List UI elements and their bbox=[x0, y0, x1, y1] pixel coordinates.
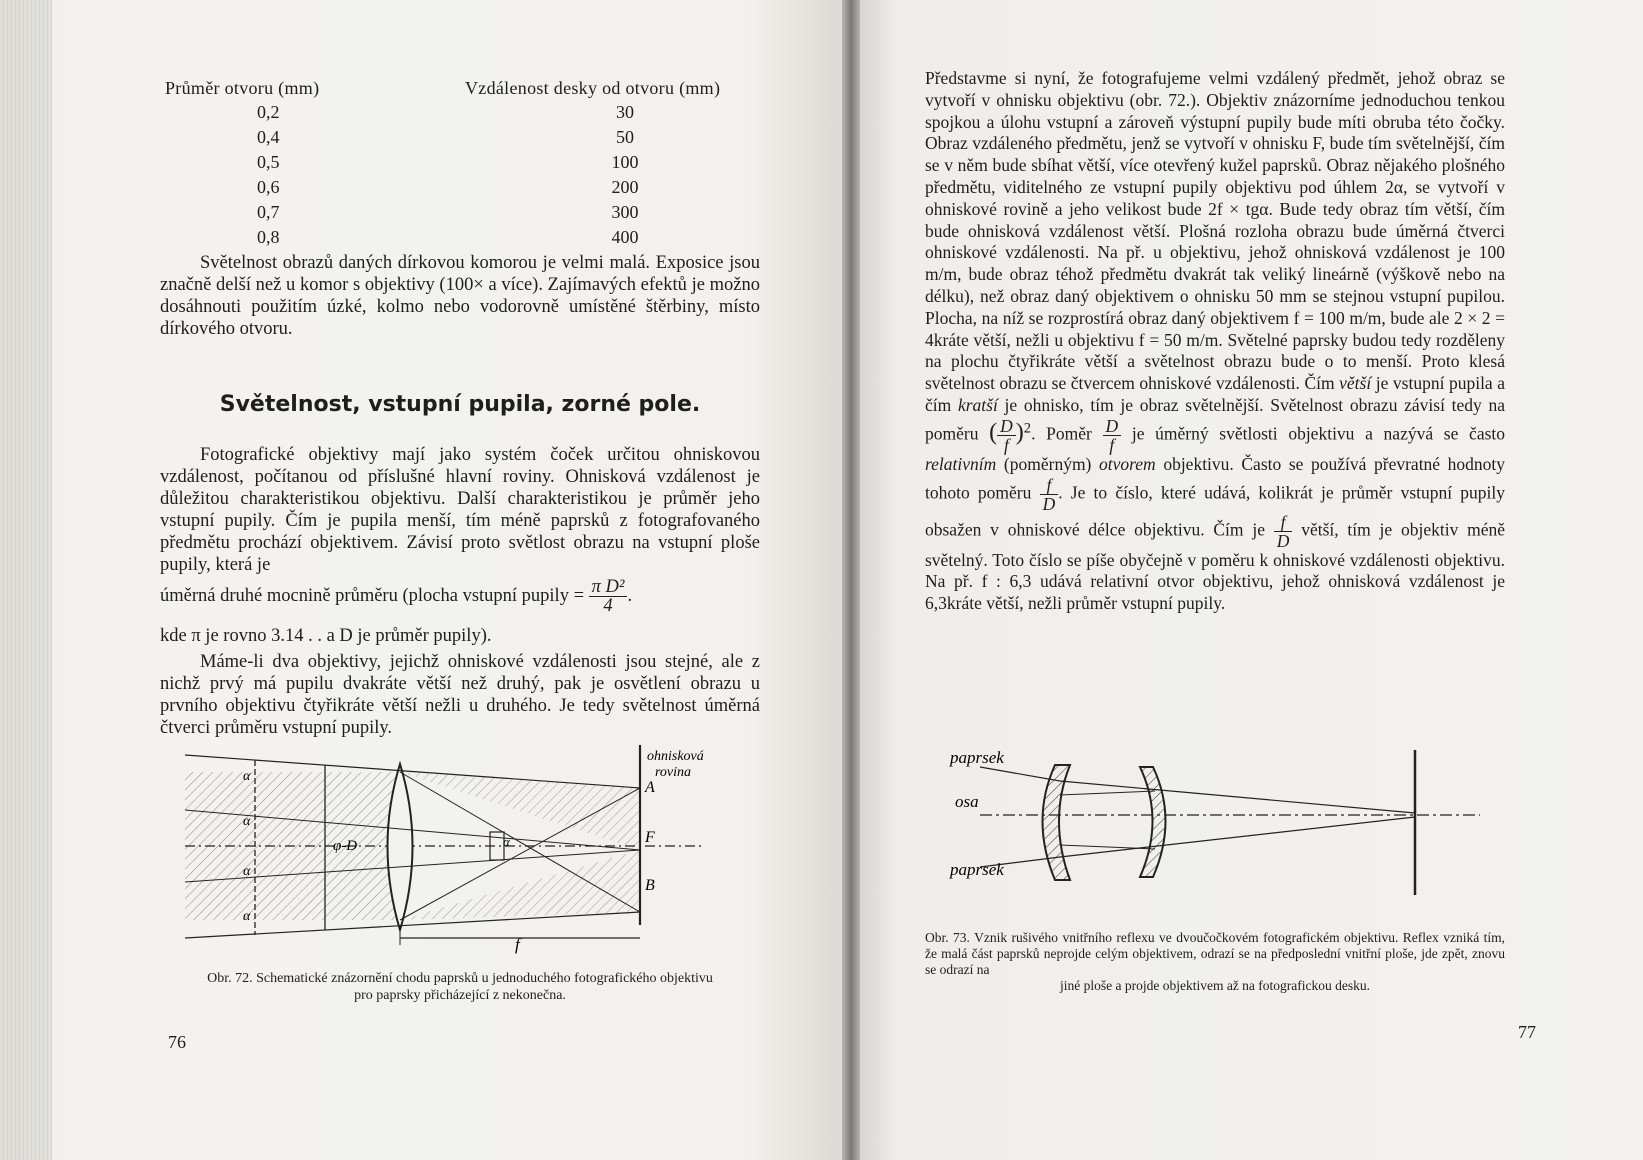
ratio-f-over-d bbox=[1274, 513, 1293, 550]
area-equation bbox=[160, 578, 760, 615]
paragraph-text: (poměrným) bbox=[1003, 453, 1092, 474]
page-number-right: 77 bbox=[1518, 1022, 1536, 1042]
table-row bbox=[165, 102, 765, 127]
fraction-numerator: D bbox=[997, 417, 1016, 436]
alpha-label: α bbox=[243, 864, 251, 879]
axis-label: osa bbox=[955, 792, 979, 811]
table-cell-diameter: 0,6 bbox=[257, 177, 280, 197]
equation-text: úměrná druhé mocnině průměru (plocha vstupní pupily = bbox=[160, 585, 585, 606]
fraction-numerator: f bbox=[1040, 476, 1059, 495]
paragraph-text: objektivu. Často se používá převratné hodnoty tohoto poměru bbox=[925, 453, 1506, 503]
emphasis-larger: větší bbox=[1339, 373, 1372, 394]
paragraph-text: je vstupní pupila a čím bbox=[925, 373, 1505, 415]
equation-fraction bbox=[589, 578, 628, 615]
ray-label-top: paprsek bbox=[950, 748, 1004, 767]
paragraph-text: je ohnisko, tím je obraz světelnější. Světelnost obrazu závisí tedy na poměru bbox=[925, 394, 1506, 444]
figure-72-caption: Obr. 72. Schematické znázornění chodu paprsků u jednoduchého fotografického objektivu pro paprsky přicházející z nekonečna. bbox=[207, 971, 713, 1003]
table-cell-distance: 200 bbox=[611, 177, 639, 197]
paragraph-luminosity: Představme si nyní, že fotografujeme velmi vzdálený předmět, jehož obraz se vytvoří v ohnisku objektivu (obr. 72.). Objektiv znázorníme jednoduchou tenkou spojkou a úlohu vstupní a zároveň výstupní pupily bude míti obruba této čočky. Obraz vzdáleného předmětu, jenž se vytvoří v ohnisku F, bude tím světelnější, čím se v něm bude sbíhat větší, více otevřený kužel paprsků. Obraz nějakého plošného předmětu, viditelného ze vstupní pupily objektivu pod úhlem 2α, se vytvoří v ohniskové rovině a jeho velikost bude 2f × tgα. Bude tedy obraz tím větší, čím bude ohnisková vzdálenost větší. Plošná rozloha obrazu bude úměrná čtverci ohniskové vzdálenosti. Na př. u objektivu, jehož ohnisková vzdálenost je 100 m/m, bude obraz téhož předmětu dvakrát tak veliký lineárně (výškově nebo na délku), než obraz daný objektivem o ohnisku 50 mm se stejnou vstupní pupilou. Plocha, na níž se rozprostírá obraz daný objektivem f = 100 m/m, bude ale 2 × 2 = 4kráte větší, nežli u objektivu f = 50 m/m. Světelné paprsky budou tedy rozděleny na plochu čtyřikráte větší a světelnost obrazu bude o to menší. Proto klesá světelnost obrazu se čtvercem ohniskové vzdálenosti. Čím větší je vstupní pupila a čím kratší je ohnisko, tím je obraz světelnější. Světelnost obrazu závisí tedy na poměru ( $\frac{D}{f}$ )$^2$. Poměr $\frac{D}{f}$ je úměrný světlosti objektivu a nazývá se často relativním (poměrným) otvorem objektivu. Často se používá převratné hodnoty tohoto poměru $\frac{f}{D}$ . Je to číslo, které udává, kolikrát je průměr vstupní pupily obsažen v ohniskové délce objektivu. Čím je $\frac{f}{D}$ větší, tím je objektiv méně světelný. Toto číslo se píše obyčejně v poměru k ohniskové vzdálenosti objektivu. Na př. f : 6,3 udává relativní otvor objektivu, jehož ohnisková vzdálenost je 6,3kráte větší, nežli průměr vstupní pupily. bbox=[925, 68, 1506, 614]
fraction-denominator: f bbox=[1004, 434, 1009, 455]
paragraph-text: Máme-li dva objektivy, jejichž ohniskové vzdálenosti jsou stejné, ale z nichž prvý má pupilu dvakráte větší než druhý, pak je osvětlení obrazu u prvního objektivu čtyřikráte větší nežli u druhého. Je tedy světelnost úměrná čtverci průměru vstupní pupily. bbox=[160, 652, 760, 738]
paragraph-comparison bbox=[160, 625, 760, 739]
table-row bbox=[165, 227, 765, 252]
table-header-distance: Vzdálenost desky od otvoru (mm) bbox=[465, 78, 721, 98]
paragraph-text: kde π je rovno 3.14 . . a D je průměr pupily). bbox=[160, 626, 492, 646]
ratio-d-over-f bbox=[1103, 417, 1122, 454]
paragraph-text: Představme si nyní, že fotografujeme velmi vzdálený předmět, jehož obraz se vytvoří v ohnisku objektivu (obr. 72.). Objektiv znázorníme jednoduchou tenkou spojkou a úlohu vstupní a zároveň výstupní pupily bude míti obruba této čočky. Obraz vzdáleného předmětu, jenž se vytvoří v ohnisku F, bude tím světelnější, čím se v něm bude sbíhat větší, více otevřený kužel paprsků. Obraz nějakého plošného předmětu, viditelného ze vstupní pupily objektivu pod úhlem 2α, se vytvoří v ohniskové rovině a jeho velikost bude 2f × tgα. Bude tedy obraz tím větší, čím bude ohnisková vzdálenost větší. Plošná rozloha obrazu bude úměrná čtverci ohniskové vzdálenosti. Na př. u objektivu, jehož ohnisková vzdálenost je 100 m/m, bude obraz téhož předmětu dvakrát tak veliký lineárně (výškově nebo na délku), než obraz daný objektivem o ohnisku 50 mm se stejnou vstupní pupilou. Plocha, na níž se rozprostírá obraz daný objektivem f = 100 m/m, bude ale 2 × 2 = 4kráte větší, nežli u objektivu f = 50 m/m. Světelné paprsky budou tedy rozděleny na plochu čtyřikráte větší a světelnost obrazu bude o to menší. Proto klesá světelnost obrazu se čtvercem ohniskové vzdálenosti. Čím bbox=[925, 68, 1505, 394]
paragraph-pinhole bbox=[160, 252, 760, 340]
ray-label-bottom: paprsek bbox=[950, 860, 1004, 879]
paragraph-text: je úměrný světlosti objektivu a nazývá se často bbox=[1131, 423, 1506, 444]
table-cell-distance: 300 bbox=[611, 202, 639, 222]
table-cell-distance: 30 bbox=[616, 102, 634, 122]
point-f-label: F bbox=[645, 829, 655, 846]
caption-text: Obr. 73. Vznik rušivého vnitřního reflexu ve dvoučočkovém fotografickém objektivu. Reflex vzniká tím, že malá část paprsků neprojde celým objektivem, odrazí se na předposlední vnitřní ploše, jde zpět, znovu se odrazí na bbox=[925, 930, 1505, 977]
focal-length-label: f bbox=[515, 935, 520, 954]
paragraph-text: Světelnost obrazů daných dírkovou komorou je velmi malá. Exposice jsou značně delší než u komor s objektivy (100× a více). Zajímavých efektů je možno dosáhnouti použitím úzké, kolmo nebo vodorovně umístěné štěrbiny, místo dírkového otvoru. bbox=[160, 253, 760, 339]
table-cell-diameter: 0,2 bbox=[257, 102, 280, 122]
table-header-diameter: Průměr otvoru (mm) bbox=[165, 78, 320, 98]
table-cell-diameter: 0,8 bbox=[257, 227, 280, 247]
fraction-denominator: f bbox=[1109, 434, 1115, 455]
focal-plane-label-2: rovina bbox=[655, 765, 692, 780]
paragraph-text: větší, tím je objektiv méně světelný. Toto číslo se píše obyčejně v poměru k ohniskové vzdálenosti objektivu. Na př. f : 6,3 udává relativní otvor objektivu, jehož ohnisková vzdálenost je 6,3kráte větší, nežli průměr vstupní pupily. bbox=[925, 519, 1506, 614]
focal-plane-label: ohnisková bbox=[647, 749, 704, 764]
table-row bbox=[165, 127, 765, 152]
table-row bbox=[165, 177, 765, 202]
fraction-denominator: 4 bbox=[603, 596, 613, 616]
emphasis-shorter: kratší bbox=[957, 394, 998, 415]
table-cell-distance: 100 bbox=[611, 152, 639, 172]
table-cell-diameter: 0,7 bbox=[257, 202, 280, 222]
fraction-denominator: D bbox=[1276, 530, 1290, 551]
equation-end: . bbox=[627, 585, 633, 606]
fraction-numerator: π D² bbox=[589, 578, 628, 597]
term-aperture: otvorem bbox=[1099, 453, 1156, 474]
point-a-label: A bbox=[645, 779, 655, 796]
book-gutter bbox=[842, 0, 860, 1160]
alpha-label: α bbox=[243, 909, 251, 924]
paragraph-text: Fotografické objektivy mají jako systém čoček určitou ohniskovou vzdálenost, počítanou od příslušné hlavní roviny. Ohnisková vzdálenost je důležitou charakteristikou objektivu. Další charakteristikou je průměr jeho vstupní pupily. Čím je pupila menší, tím méně paprsků z fotografovaného předmětu prochází objektivem. Závisí proto světlost obrazu na vstupní ploše pupily, která je bbox=[160, 445, 760, 575]
ratio-d-over-f-squared bbox=[997, 417, 1016, 454]
table-cell-distance: 50 bbox=[616, 127, 634, 147]
paragraph-text: . Poměr bbox=[1031, 423, 1092, 444]
fraction-numerator: f bbox=[1274, 513, 1293, 532]
alpha-label: α bbox=[503, 834, 510, 849]
table-cell-diameter: 0,4 bbox=[257, 127, 280, 147]
ratio-f-over-d bbox=[1040, 476, 1059, 513]
table-cell-distance: 400 bbox=[611, 227, 639, 247]
table-row bbox=[165, 202, 765, 227]
paragraph-text: . Je to číslo, které udává, kolikrát je průměr vstupní pupily obsažen v ohniskové délce objektivu. Čím je bbox=[925, 482, 1506, 540]
page-edges bbox=[0, 0, 52, 1160]
page-number-left: 76 bbox=[168, 1032, 186, 1052]
diameter-label: φ-D bbox=[333, 838, 358, 854]
paragraph-objectives bbox=[160, 444, 760, 576]
fraction-numerator: D bbox=[1103, 417, 1122, 436]
table-row bbox=[165, 152, 765, 177]
figure-72-lens-diagram bbox=[185, 749, 745, 954]
table-cell-diameter: 0,5 bbox=[257, 152, 280, 172]
upper-cone bbox=[400, 772, 640, 850]
fraction-denominator: D bbox=[1042, 493, 1056, 514]
front-lens bbox=[1043, 765, 1071, 880]
figure-73-caption bbox=[925, 930, 1505, 994]
point-b-label: B bbox=[645, 877, 655, 894]
rear-lens bbox=[1140, 767, 1166, 877]
section-heading: Světelnost, vstupní pupila, zorné pole. bbox=[219, 392, 701, 417]
lower-cone bbox=[400, 850, 640, 920]
term-relative: relativním bbox=[925, 453, 997, 474]
alpha-label: α bbox=[243, 814, 251, 829]
alpha-label: α bbox=[243, 769, 251, 784]
caption-text-last: jiné ploše a projde objektivem až na fotografickou desku. bbox=[1059, 978, 1371, 993]
figure-73-reflex-diagram bbox=[950, 748, 1480, 895]
exponent: 2 bbox=[1023, 420, 1032, 437]
